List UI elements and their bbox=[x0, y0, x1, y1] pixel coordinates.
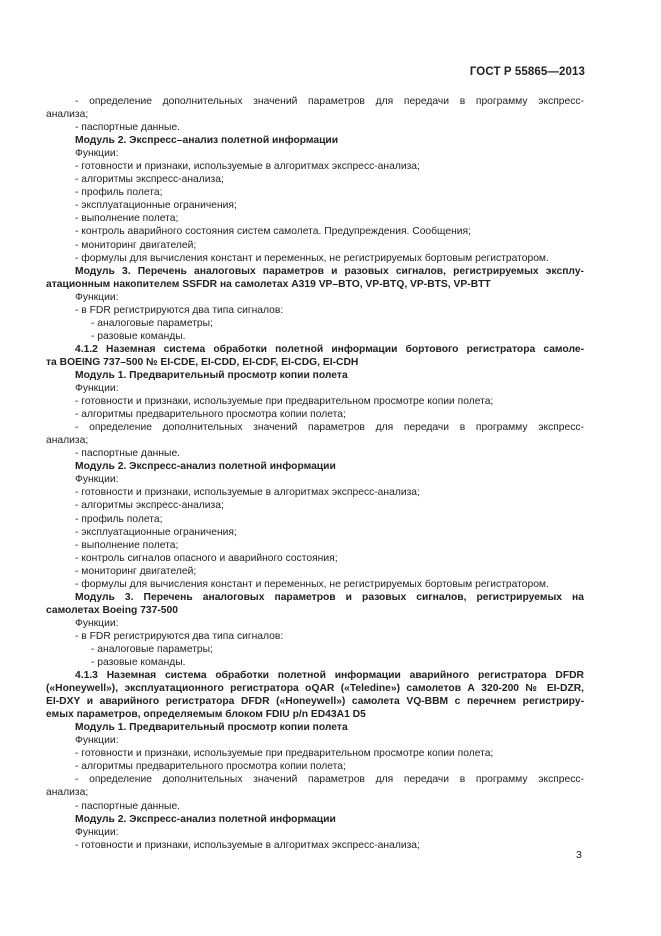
text-line: - паспортные данные. bbox=[75, 800, 181, 812]
text-line: та BOEING 737–500 № EI-CDE, EI-CDD, EI-CDF, EI-CDG, EI-CDH bbox=[46, 356, 359, 368]
text-line: Функции: bbox=[75, 826, 119, 838]
text-line: - в FDR регистрируются два типа сигналов: bbox=[75, 304, 284, 316]
text-line: - формулы для вычисления констант и переменных, не регистрируемых бортовым регистратором. bbox=[75, 252, 549, 264]
text-line: - эксплуатационные ограничения; bbox=[75, 526, 237, 538]
text-line: - паспортные данные. bbox=[75, 448, 181, 460]
text-line: - определение дополнительных значений параметров для передачи в программу экспресс- bbox=[75, 422, 584, 434]
text-line: - готовности и признаки, используемые в алгоритмах экспресс-анализа; bbox=[75, 487, 420, 499]
text-line: Функции: bbox=[75, 735, 119, 747]
text-line: - контроль сигналов опасного и аварийного состояния; bbox=[75, 552, 338, 564]
text-line: («Honeywell»), эксплуатационного регистратора oQAR («Teledine») самолетов А 320-200 № EI-DZR, bbox=[46, 683, 584, 695]
text-line: Модуль 2. Экспресс–анализ полетной информации bbox=[75, 135, 339, 147]
text-line: - алгоритмы предварительного просмотра копии полета; bbox=[75, 761, 346, 773]
text-line: Модуль 2. Экспресс-анализ полетной информации bbox=[75, 461, 336, 473]
text-line: - профиль полета; bbox=[75, 513, 163, 525]
page-header-standard-code: ГОСТ Р 55865—2013 bbox=[469, 66, 585, 78]
text-line: Функции: bbox=[75, 383, 119, 395]
text-line: - разовые команды. bbox=[91, 330, 186, 342]
text-line: - готовности и признаки, используемые при предварительном просмотре копии полета; bbox=[75, 396, 494, 408]
text-line: анализа; bbox=[46, 109, 89, 121]
text-line: анализа; bbox=[46, 787, 89, 799]
text-line: - мониторинг двигателей; bbox=[75, 239, 197, 251]
text-line: 4.1.3 Наземная система обработки полетной информации аварийного регистратора DFDR bbox=[75, 670, 584, 682]
text-line: анализа; bbox=[46, 435, 89, 447]
text-line: - алгоритмы экспресс-анализа; bbox=[75, 174, 224, 186]
text-line: Модуль 2. Экспресс-анализ полетной информации bbox=[75, 813, 336, 825]
text-line: - формулы для вычисления констант и переменных, не регистрируемых бортовым регистратором. bbox=[75, 578, 549, 590]
text-line: EI-DXY и аварийного регистратора DFDR («Honeywell») самолета VQ-BBM с перечнем регистриру- bbox=[46, 696, 584, 708]
page-number: 3 bbox=[576, 849, 582, 861]
text-line: Функции: bbox=[75, 474, 119, 486]
text-line: - готовности и признаки, используемые в алгоритмах экспресс-анализа; bbox=[75, 161, 420, 173]
text-line: Модуль 1. Предварительный просмотр копии полета bbox=[75, 369, 348, 381]
text-line: Модуль 1. Предварительный просмотр копии полета bbox=[75, 722, 348, 734]
text-line: - паспортные данные. bbox=[75, 122, 181, 134]
text-line: - выполнение полета; bbox=[75, 213, 179, 225]
text-line: Функции: bbox=[75, 291, 119, 303]
text-line: Функции: bbox=[75, 617, 119, 629]
text-line: Функции: bbox=[75, 148, 119, 160]
text-line: - в FDR регистрируются два типа сигналов: bbox=[75, 630, 284, 642]
text-line: самолетах Boeing 737-500 bbox=[46, 604, 178, 616]
text-line: - разовые команды. bbox=[91, 657, 186, 669]
text-line: емых параметров, определяемым блоком FDIU p/n ED43A1 D5 bbox=[46, 709, 366, 721]
text-line: - определение дополнительных значений параметров для передачи в программу экспресс- bbox=[75, 774, 584, 786]
text-line: - алгоритмы экспресс-анализа; bbox=[75, 500, 224, 512]
text-line: - алгоритмы предварительного просмотра копии полета; bbox=[75, 409, 346, 421]
text-line: - готовности и признаки, используемые при предварительном просмотре копии полета; bbox=[75, 748, 494, 760]
text-line: Модуль 3. Перечень аналоговых параметров и разовых сигналов, регистрируемых на bbox=[75, 591, 584, 603]
text-line: - эксплуатационные ограничения; bbox=[75, 200, 237, 212]
text-line: - выполнение полета; bbox=[75, 539, 179, 551]
text-line: 4.1.2 Наземная система обработки полетной информации бортового регистратора самоле- bbox=[75, 343, 584, 355]
text-line: Модуль 3. Перечень аналоговых параметров и разовых сигналов, регистрируемых эксплу- bbox=[75, 265, 584, 277]
text-line: - готовности и признаки, используемые в алгоритмах экспресс-анализа; bbox=[75, 839, 420, 851]
text-line: - контроль аварийного состояния систем самолета. Предупреждения. Сообщения; bbox=[75, 226, 471, 238]
text-line: - определение дополнительных значений параметров для передачи в программу экспресс- bbox=[75, 96, 584, 107]
text-line: - аналоговые параметры; bbox=[91, 317, 213, 329]
text-line: - мониторинг двигателей; bbox=[75, 565, 197, 577]
document-body bbox=[46, 95, 584, 852]
text-line: - аналоговые параметры; bbox=[91, 643, 213, 655]
text-line: - профиль полета; bbox=[75, 187, 163, 199]
text-line: атационным накопителем SSFDR на самолетах А319 VP–BTO, VP-BTQ, VP-BTS, VP-BTT bbox=[46, 278, 491, 290]
